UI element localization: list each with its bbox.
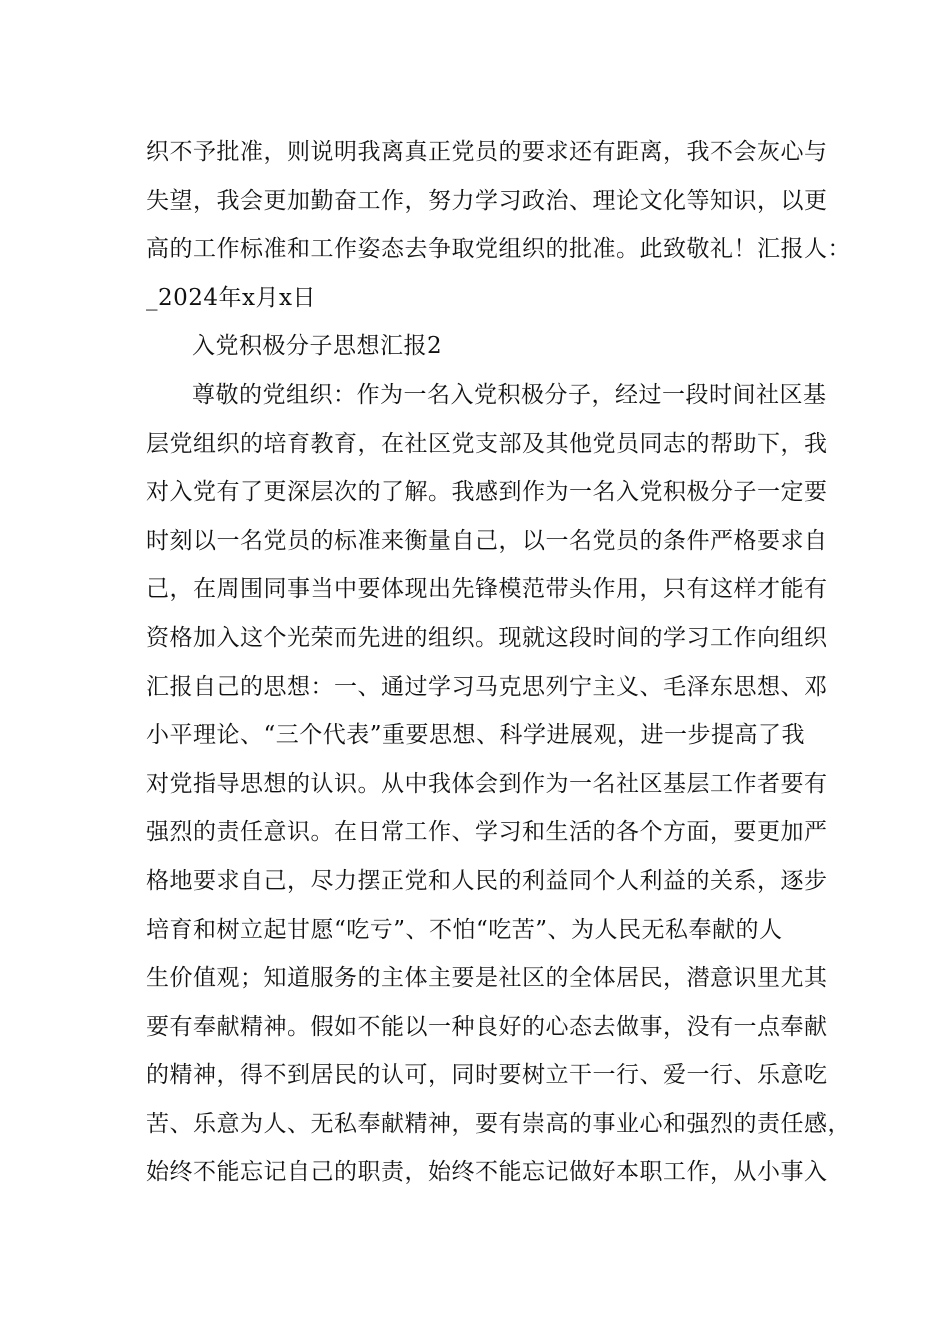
text-line: 培育和树立起甘愿“吃亏”、不怕“吃苦”、为人民无私奉献的人 [146, 916, 783, 943]
text-line: 始终不能忘记自己的职责，始终不能忘记做好本职工作，从小事入 [146, 1159, 828, 1186]
text-line: 时刻以一名党员的标准来衡量自己，以一名党员的条件严格要求自 [146, 527, 828, 554]
text-line: 己，在周围同事当中要体现出先锋模范带头作用，只有这样才能有 [146, 576, 828, 603]
date-line: _2024年x月x日 [146, 284, 316, 311]
text-line: 对党指导思想的认识。从中我体会到作为一名社区基层工作者要有 [146, 770, 828, 797]
paragraph-first-line: 尊敬的党组织：作为一名入党积极分子，经过一段时间社区基 [192, 381, 827, 408]
text-line: 对入党有了更深层次的了解。我感到作为一名入党积极分子一定要 [146, 479, 828, 506]
text-line: 层党组织的培育教育，在社区党支部及其他党员同志的帮助下，我 [146, 430, 828, 457]
text-line: 苦、乐意为人、无私奉献精神，要有崇高的事业心和强烈的责任感， [146, 1110, 851, 1137]
text-line: 强烈的责任意识。在日常工作、学习和生活的各个方面，要更加严 [146, 819, 828, 846]
text-line: 小平理论、“三个代表”重要思想、科学进展观，进一步提高了我 [146, 722, 806, 749]
text-line: 生价值观；知道服务的主体主要是社区的全体居民，潜意识里尤其 [146, 965, 828, 992]
text-line: 织不予批准，则说明我离真正党员的要求还有距离，我不会灰心与 [146, 139, 828, 165]
text-line: 汇报自己的思想：一、通过学习马克思列宁主义、毛泽东思想、邓 [146, 673, 828, 700]
document-body [146, 128, 851, 1197]
text-line: 的精神，得不到居民的认可，同时要树立干一行、爱一行、乐意吃 [146, 1062, 828, 1089]
text-line: 高的工作标准和工作姿态去争取党组织的批准。此致敬礼！汇报人： [146, 236, 851, 263]
text-line: 要有奉献精神。假如不能以一种良好的心态去做事，没有一点奉献 [146, 1013, 828, 1040]
text-line: 格地要求自己，尽力摆正党和人民的利益同个人利益的关系，逐步 [146, 867, 828, 894]
text-line: 失望，我会更加勤奋工作，努力学习政治、理论文化等知识，以更 [146, 187, 828, 214]
section-heading: 入党积极分子思想汇报2 [192, 333, 443, 360]
text-line: 资格加入这个光荣而先进的组织。现就这段时间的学习工作向组织 [146, 624, 828, 651]
